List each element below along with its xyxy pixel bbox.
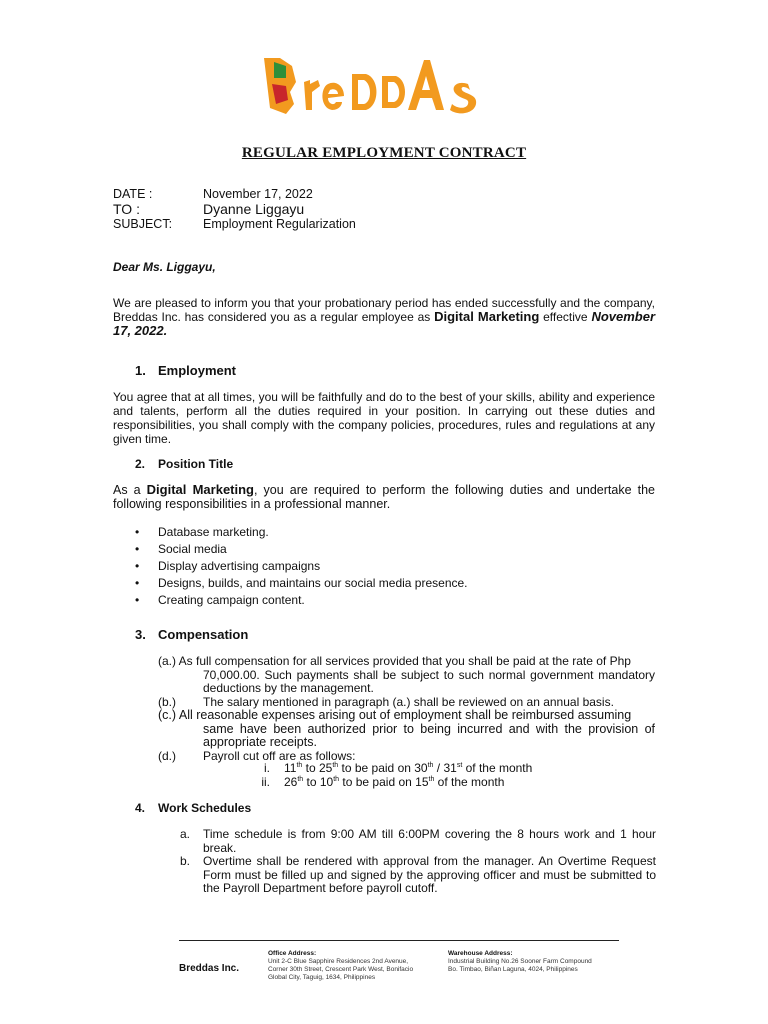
work-item-a bbox=[180, 828, 656, 855]
list-item bbox=[158, 709, 655, 723]
breddas-logo bbox=[256, 44, 506, 122]
list-item: • Social media bbox=[135, 542, 227, 556]
footer-divider bbox=[179, 940, 619, 941]
warehouse-heading: Warehouse Address: bbox=[448, 950, 513, 957]
intro-paragraph bbox=[113, 296, 655, 338]
footer-company: Breddas Inc. bbox=[179, 963, 240, 974]
address-line: Global City, Taguig, 1634, Philippines bbox=[268, 974, 376, 981]
section-number: 2. bbox=[135, 457, 146, 471]
item-label: (b.) bbox=[158, 694, 176, 709]
employment-paragraph: You agree that at all times, you will be faithfully and do to the best of your skills, ability and experience and talents, perform all the duties required in your position. In carrying out these duties and responsibilities, you shall comply with the company policies, procedures, rules and regulations at any given time. bbox=[113, 390, 655, 446]
item-label: (d.) bbox=[158, 748, 176, 763]
position-text: As a bbox=[113, 483, 147, 497]
salutation: Dear Ms. Liggayu, bbox=[113, 260, 216, 274]
list-item: • Creating campaign content. bbox=[135, 593, 305, 607]
duty-text: Social media bbox=[158, 542, 227, 556]
ordinal: th bbox=[297, 776, 304, 783]
footer-office-address bbox=[268, 950, 443, 982]
subject-value: Employment Regularization bbox=[203, 217, 356, 231]
ordinal: th bbox=[333, 776, 340, 783]
position-paragraph bbox=[113, 483, 655, 511]
list-item bbox=[158, 696, 655, 710]
date-value: November 17, 2022 bbox=[203, 187, 313, 201]
intro-text-2: effective bbox=[539, 310, 592, 324]
list-item: • Designs, builds, and maintains our social media presence. bbox=[135, 576, 468, 590]
item-text: Time schedule is from 9:00 AM till 6:00PM covering the 8 hours work and 1 hour break. bbox=[203, 827, 656, 855]
section-title: Work Schedules bbox=[158, 801, 252, 815]
list-item bbox=[158, 655, 655, 669]
item-text: The salary mentioned in paragraph (a.) shall be reviewed on an annual basis. bbox=[203, 694, 614, 709]
ordinal: th bbox=[427, 762, 434, 769]
office-heading: Office Address: bbox=[268, 950, 317, 957]
to-value: Dyanne Liggayu bbox=[203, 201, 305, 217]
address-line: Bo. Timbao, Biñan Laguna, 4024, Philippines bbox=[448, 966, 578, 973]
intro-text: We are pleased to inform you that your probationary period has ended successfully and the company, Breddas Inc. has considered you as a regular employee as bbox=[113, 296, 655, 324]
list-item-continuation: 70,000.00. Such payments shall be subject to such normal government mandatory deductions by the management. bbox=[203, 667, 655, 695]
ordinal: th bbox=[428, 776, 435, 783]
text: of the month bbox=[462, 761, 533, 775]
item-text: Payroll cut off are as follows: bbox=[203, 748, 356, 763]
item-label: (c.) bbox=[158, 708, 177, 722]
item-label: i. bbox=[264, 761, 270, 775]
section-number: 3. bbox=[135, 627, 146, 642]
section-title: Position Title bbox=[158, 457, 234, 471]
list-item-continuation: same have been authorized prior to being incurred and with the provision of appropriate receipts. bbox=[203, 721, 655, 749]
item-label: ii. bbox=[261, 775, 270, 789]
duty-text: Creating campaign content. bbox=[158, 593, 305, 607]
item-text: As full compensation for all services provided that you shall be paid at the rate of Php bbox=[178, 654, 631, 668]
section-position-heading bbox=[135, 457, 233, 471]
item-label: b. bbox=[180, 854, 191, 868]
memo-header bbox=[113, 187, 356, 232]
list-item: • Display advertising campaigns bbox=[135, 559, 321, 573]
text: to 10 bbox=[303, 775, 334, 789]
intro-effective-date: November 17, 2022. bbox=[113, 309, 656, 338]
section-compensation-heading bbox=[135, 627, 248, 642]
duty-text: Designs, builds, and maintains our social media presence. bbox=[158, 576, 468, 590]
footer-warehouse-address bbox=[448, 950, 628, 974]
payroll-cutoff-ii bbox=[250, 775, 504, 789]
section-number: 4. bbox=[135, 801, 146, 815]
position-text-2: , you are required to perform the following duties and undertake the following responsibilities in a professional manner. bbox=[113, 483, 655, 511]
intro-position: Digital Marketing bbox=[434, 309, 540, 324]
subject-label: SUBJECT: bbox=[113, 217, 173, 231]
compensation-list bbox=[158, 655, 655, 763]
section-employment-heading bbox=[135, 363, 236, 378]
section-work-schedules-heading bbox=[135, 801, 251, 815]
item-label: a. bbox=[180, 827, 191, 841]
text: / 31 bbox=[433, 761, 457, 775]
text: 11 bbox=[284, 761, 297, 775]
address-line: Corner 30th Street, Crescent Park West, Bonifacio bbox=[268, 966, 414, 973]
text: of the month bbox=[434, 775, 505, 789]
list-item: • Database marketing. bbox=[135, 525, 269, 539]
text: to be paid on 15 bbox=[339, 775, 429, 789]
address-line: Industrial Building No.26 Sooner Farm Compound bbox=[448, 958, 592, 965]
document-title: REGULAR EMPLOYMENT CONTRACT bbox=[241, 145, 527, 161]
item-text: Overtime shall be rendered with approval from the manager. An Overtime Request Form must be filled up and signed by the approving officer and must be submitted to the Payroll Department before payroll cutoff. bbox=[203, 854, 656, 895]
duties-list bbox=[135, 524, 468, 609]
ordinal: th bbox=[296, 762, 303, 769]
section-title: Employment bbox=[158, 363, 237, 378]
address-line: Unit 2-C Blue Sapphire Residences 2nd Avenue, bbox=[268, 958, 409, 965]
position-role: Digital Marketing bbox=[146, 482, 255, 497]
date-label: DATE : bbox=[113, 187, 153, 201]
ordinal: st bbox=[456, 762, 463, 769]
to-label: TO : bbox=[113, 201, 140, 217]
ordinal: th bbox=[332, 762, 339, 769]
item-text: All reasonable expenses arising out of employment shall be reimbursed assuming bbox=[178, 708, 632, 722]
work-item-b bbox=[180, 855, 656, 896]
text: to 25 bbox=[302, 761, 333, 775]
section-title: Compensation bbox=[158, 627, 249, 642]
section-number: 1. bbox=[135, 363, 146, 378]
text: 26 bbox=[284, 775, 298, 789]
item-label: (a.) bbox=[158, 654, 176, 668]
text: to be paid on 30 bbox=[338, 761, 428, 775]
duty-text: Display advertising campaigns bbox=[158, 559, 321, 573]
payroll-cutoff-i bbox=[250, 761, 532, 775]
duty-text: Database marketing. bbox=[158, 525, 269, 539]
